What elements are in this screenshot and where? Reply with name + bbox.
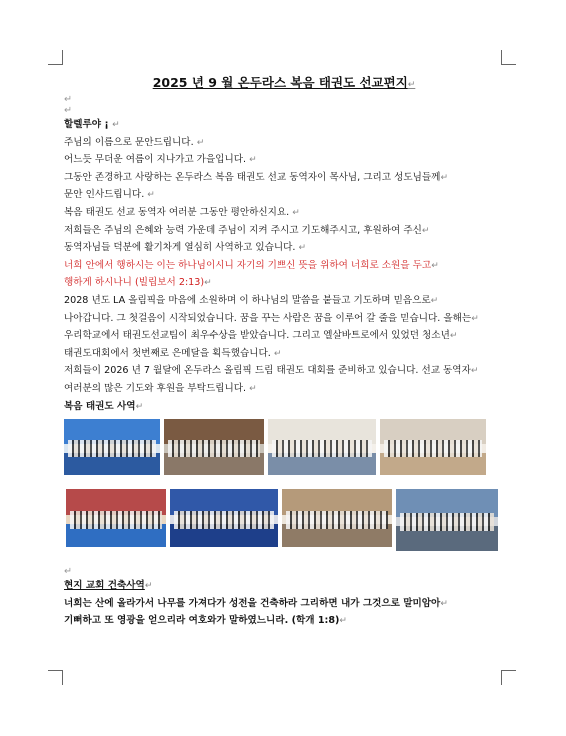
text-line: 기뻐하고 또 영광을 얻으리라 여호와가 말하였느니라. (학개 1:8)↵ bbox=[64, 615, 347, 627]
photo-taekwondo-kids-banner bbox=[64, 419, 160, 475]
paragraph-mark: ↵ bbox=[64, 105, 73, 116]
text-line: 그동안 존경하고 사랑하는 온두라스 복음 태권도 선교 동역자이 목사님, 그리고 성도님들께↵ bbox=[64, 171, 448, 183]
text-line: 행하게 하시나니 (빌립보서 2:13)↵ bbox=[64, 277, 212, 289]
text-line: 태권도대회에서 첫번째로 은메달을 획득했습니다. ↵ bbox=[64, 347, 282, 359]
text-line: 2028 년도 LA 올림픽을 마음에 소원하며 이 하나님의 말씀을 붙들고 기도하며 믿음으로↵ bbox=[64, 294, 439, 306]
text-line: 저희들은 주님의 은혜와 능력 가운데 주님이 지켜 주시고 기도해주시고, 후원하여 주신↵ bbox=[64, 224, 430, 236]
photo-team-with-flags bbox=[170, 489, 278, 547]
photo-team-on-mats bbox=[380, 419, 486, 475]
text-line: 어느듯 무더운 여름이 지나가고 가을입니다. ↵ bbox=[64, 154, 257, 166]
paragraph-mark: ↵ bbox=[64, 566, 73, 578]
text-line: 할렐루야 ¡ ↵ bbox=[64, 119, 120, 130]
letter-title: 2025 년 9 월 온두라스 복음 태권도 선교편지↵ bbox=[152, 75, 416, 90]
letter-body bbox=[64, 116, 504, 415]
text-line: 동역자님들 덕분에 활기차게 열심히 사역하고 있습니다. ↵ bbox=[64, 242, 307, 254]
paragraph-mark: ↵ bbox=[64, 94, 73, 105]
photo-large-group-bleachers bbox=[396, 489, 498, 551]
ministry-photo-gallery bbox=[64, 417, 504, 564]
photo-instructor-and-student bbox=[268, 419, 376, 475]
photo-students-gym-group bbox=[164, 419, 264, 475]
document-page bbox=[64, 64, 504, 630]
text-line: 문안 인사드립니다. ↵ bbox=[64, 189, 155, 201]
text-line: 복음 태권도 선교 동역자 여러분 그동안 평안하신지요. ↵ bbox=[64, 206, 300, 218]
photo-award-ceremony bbox=[66, 489, 166, 547]
page-corner-mark bbox=[48, 670, 63, 685]
text-line: 여러분의 많은 기도와 후원을 부탁드립니다. ↵ bbox=[64, 382, 257, 394]
text-line: 우리학교에서 태권도선교팀이 최우수상을 받았습니다. 그리고 엘살바트로에서 있었던 청소년↵ bbox=[64, 330, 458, 342]
photo-demonstration-hall bbox=[282, 489, 392, 547]
page-corner-mark bbox=[501, 670, 516, 685]
text-line: 저희들이 2026 년 7 월달에 온두라스 올림픽 드림 태권도 대회를 준비하고 있습니다. 선교 동역자↵ bbox=[64, 365, 479, 377]
church-building-section bbox=[64, 577, 504, 630]
text-line: 너희 안에서 행하시는 이는 하나님이시니 자기의 기쁘신 뜻을 위하여 너희로 소원을 두고↵ bbox=[64, 259, 439, 271]
text-line: 나아갑니다. 그 첫걸음이 시작되었습니다. 꿈을 꾸는 사람은 꿈을 이루어 갈 줄을 믿습니다. 올해는↵ bbox=[64, 312, 479, 324]
text-line: 주님의 이름으로 문안드립니다. ↵ bbox=[64, 136, 205, 148]
text-line: 복음 태권도 사역↵ bbox=[64, 400, 144, 412]
page-corner-mark bbox=[48, 50, 63, 65]
text-line: 현지 교회 건축사역↵ bbox=[64, 580, 153, 592]
page-corner-mark bbox=[501, 50, 516, 65]
text-line: 너희는 산에 올라가서 나무를 가져다가 성전을 건축하라 그리하면 내가 그것으로 말미암아↵ bbox=[64, 597, 448, 609]
